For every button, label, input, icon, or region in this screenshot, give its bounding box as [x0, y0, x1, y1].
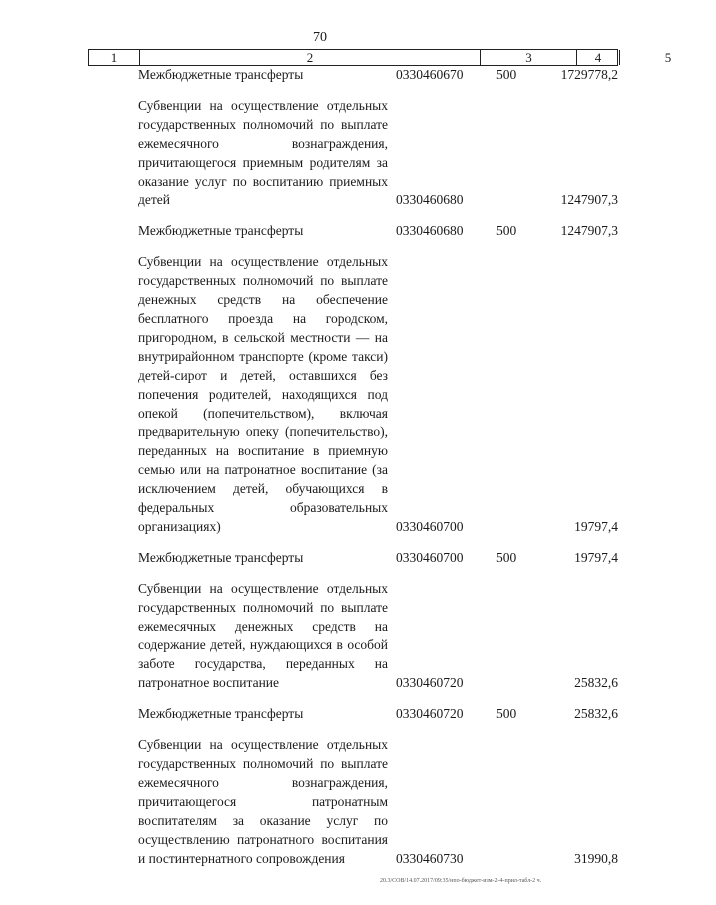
table-row — [0, 736, 640, 868]
row-code: 0330460670 — [396, 67, 464, 82]
header-col-2: 2 — [306, 50, 314, 65]
table-header — [88, 49, 672, 66]
row-code: 0330460730 — [396, 850, 464, 866]
row-amount: 25832,6 — [574, 706, 618, 722]
row-code: 0330460720 — [396, 675, 464, 691]
header-col-3: 3 — [525, 50, 532, 65]
header-col-5: 5 — [664, 50, 672, 65]
table-row — [0, 253, 640, 537]
row-type: 500 — [496, 549, 517, 565]
table-row — [0, 66, 640, 85]
row-code: 0330460700 — [396, 518, 464, 534]
row-code: 0330460700 — [396, 549, 464, 565]
document-footer: 20.3/СОВ/14.07.2017/09:35/нпо-бюджет-изм-2-4-прил-табл-2 ч. — [380, 878, 542, 884]
table-row — [0, 549, 640, 568]
row-amount: 19797,4 — [574, 518, 618, 534]
row-description: Межбюджетные трансферты — [138, 67, 304, 82]
row-amount: 25832,6 — [574, 675, 618, 691]
table-row — [0, 580, 640, 693]
table-row — [0, 705, 640, 724]
row-amount: 1729778,2 — [560, 67, 618, 82]
row-amount: 1247907,3 — [560, 192, 618, 208]
row-amount: 31990,8 — [574, 850, 618, 866]
table-row — [0, 97, 640, 210]
row-type: 500 — [496, 223, 517, 239]
row-code: 0330460680 — [396, 192, 464, 208]
row-type: 500 — [496, 67, 517, 82]
row-type: 500 — [496, 706, 517, 722]
header-col-1: 1 — [110, 50, 118, 65]
table-row — [0, 222, 640, 241]
row-description: Межбюджетные трансферты — [138, 706, 304, 722]
row-description: Субвенции на осуществление отдельных государственных полномочий по выплате ежемесячных денежных средств на содержание детей, нуждающихся в особой заботе государства, переданных на патронатное воспитание — [138, 580, 388, 691]
row-code: 0330460720 — [396, 706, 464, 722]
row-description: Субвенции на осуществление отдельных государственных полномочий по выплате ежемесячного вознаграждения, причитающегося приемным родителям за оказание услуг по воспитанию приемных детей — [138, 97, 388, 208]
row-description: Межбюджетные трансферты — [138, 549, 304, 565]
row-amount: 19797,4 — [574, 549, 618, 565]
row-code: 0330460680 — [396, 223, 464, 239]
table-body — [0, 66, 640, 868]
row-description: Межбюджетные трансферты — [138, 223, 304, 239]
row-description: Субвенции на осуществление отдельных государственных полномочий по выплате денежных средств на обеспечение бесплатного проезда на городском, пригородном, в сельской местности — на внутрирайонном транспорте (кроме такси) детей-сирот и детей, оставшихся без попечения родителей, находящихся под опекой (попечительством), включая предварительную опеку (попечительство), переданных на воспитание в приемную семью или на патронатное воспитание (за исключением детей, обучающихся в федеральных образовательных организациях) — [138, 254, 388, 534]
row-description: Субвенции на осуществление отдельных государственных полномочий по выплате ежемесячного вознаграждения, причитающегося патронатным воспитателям за оказание услуг по осуществлению патронатного воспитания и постинтернатного сопровождения — [138, 737, 388, 866]
row-amount: 1247907,3 — [560, 223, 618, 239]
page-number: 70 — [313, 30, 327, 45]
header-col-4: 4 — [594, 50, 602, 65]
